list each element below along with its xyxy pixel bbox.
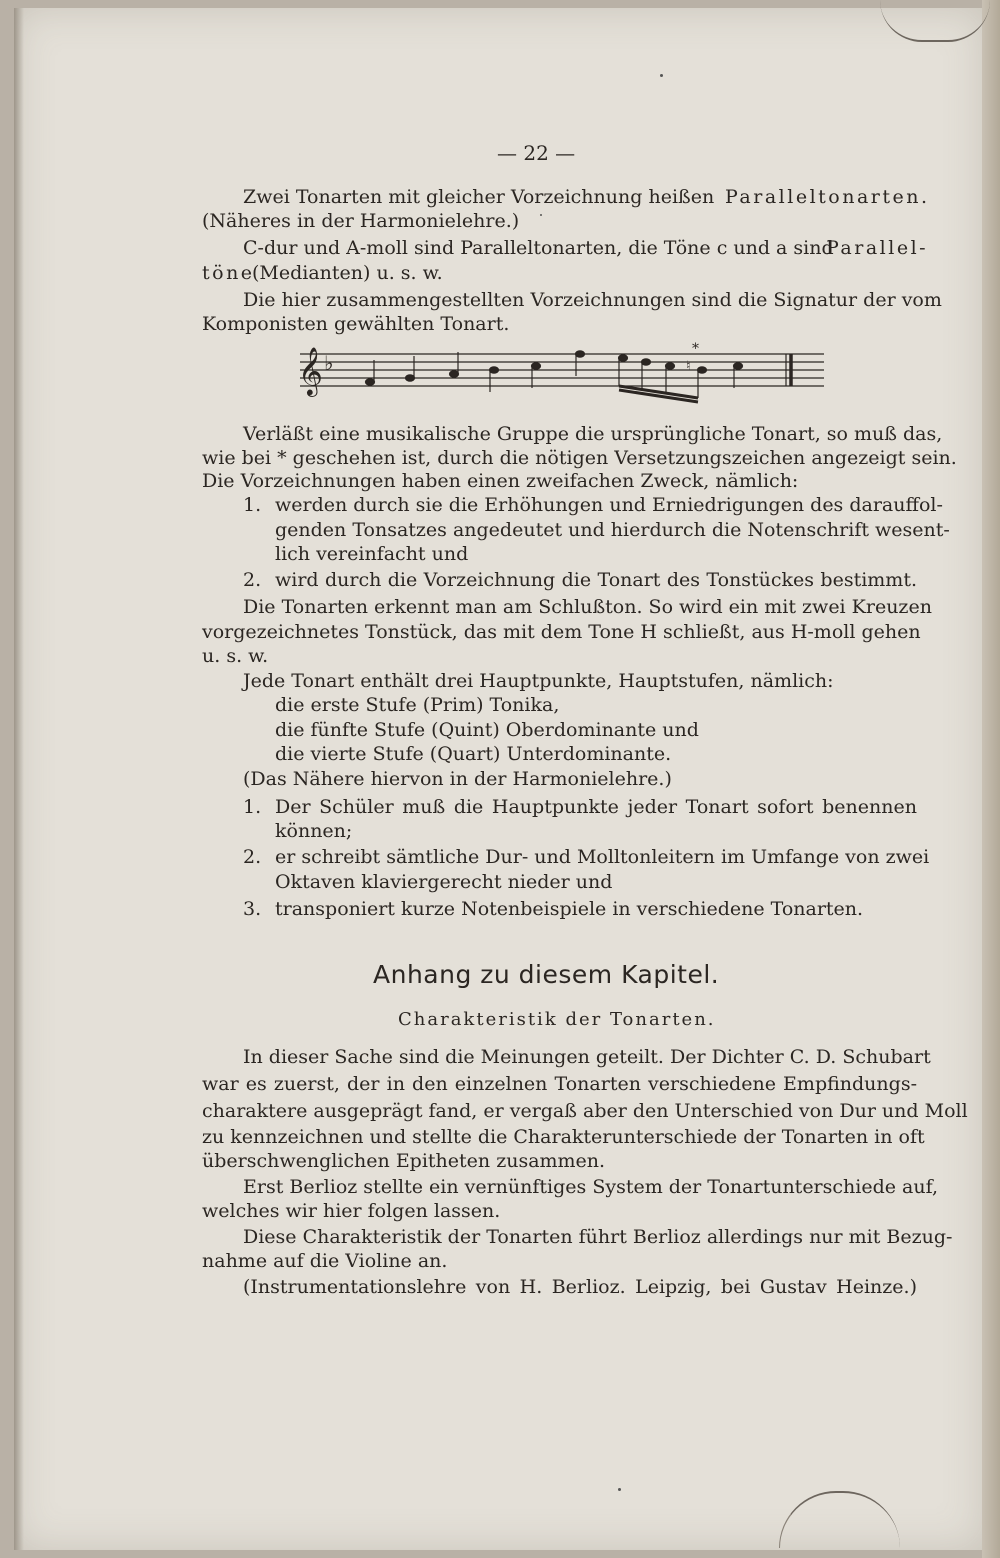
list-number: 1. [243,494,262,516]
list-item-line: wird durch die Vorzeichnung die Tonart des Tonstückes bestimmt. [275,569,917,591]
text-line: überschwenglichen Epitheten zusammen. [202,1150,606,1172]
list-item-line: lich vereinfacht und [275,543,469,565]
list-item-line: werden durch sie die Erhöhungen und Erniedrigungen des darauffol- [275,494,943,516]
text-line: (Instrumentationslehre von H. Berlioz. Leipzig, bei Gustav Heinze.) [243,1276,917,1298]
text-line: Verläßt eine musikalische Gruppe die ursprüngliche Tonart, so muß das, [243,423,943,445]
list-number: 3. [243,898,262,920]
text-line-emphasis: töne [202,262,255,284]
text-line: nahme auf die Violine an. [202,1250,448,1272]
text-line-emphasis: Parallel- [826,237,929,259]
list-item-line: können; [275,820,353,842]
text-line: Die Tonarten erkennt man am Schlußton. So wird ein mit zwei Kreuzen [243,596,932,618]
text-line: die fünfte Stufe (Quint) Oberdominante und [275,719,699,741]
text-line: (Näheres in der Harmonielehre.) [202,210,520,232]
list-item-line: genden Tonsatzes angedeutet und hierdurch die Notenschrift wesent- [275,519,950,541]
text-line: (Medianten) u. s. w. [252,262,443,284]
text-line: Erst Berlioz stellte ein vernünftiges System der Tonartunterschiede auf, [243,1176,938,1198]
text-line: Die Vorzeichnungen haben einen zweifachen Zweck, nämlich: [202,470,799,492]
paper-speck [660,74,663,77]
text-line: vorgezeichnetes Tonstück, das mit dem Tone H schließt, aus H-moll gehen [202,621,921,643]
section-subtitle: Charakteristik der Tonarten. [398,1009,716,1030]
list-item-line: Oktaven klaviergerecht nieder und [275,871,613,893]
text-line-emphasis: Paralleltonarten. [725,186,930,208]
text-line: wie bei * geschehen ist, durch die nötigen Versetzungszeichen angezeigt sein. [202,447,957,469]
text-line: (Das Nähere hiervon in der Harmonielehre.) [243,768,672,790]
list-item-line: er schreibt sämtliche Dur- und Molltonleitern im Umfange von zwei [275,846,930,868]
treble-clef-icon: 𝄞 [298,346,323,395]
paper-speck [540,214,542,216]
text-line: die erste Stufe (Prim) Tonika, [275,694,560,716]
section-title: Anhang zu diesem Kapitel. [373,960,720,989]
text-line: Zwei Tonarten mit gleicher Vorzeichnung heißen [243,186,715,208]
text-line: Komponisten gewählten Tonart. [202,313,510,335]
list-number: 2. [243,846,262,868]
list-item-line: Der Schüler muß die Hauptpunkte jeder Tonart sofort benennen [275,796,917,818]
text-line: die vierte Stufe (Quart) Unterdominante. [275,743,672,765]
text-line: welches wir hier folgen lassen. [202,1200,501,1222]
paper-speck [618,1488,621,1491]
flat-sign-icon: ♭ [324,351,334,375]
spine-shadow [14,8,24,1550]
text-line: war es zuerst, der in den einzelnen Tonarten verschiedene Empfindungs- [202,1073,917,1095]
text-line: In dieser Sache sind die Meinungen geteilt. Der Dichter C. D. Schubart [243,1046,931,1068]
text-line: charaktere ausgeprägt fand, er vergaß aber den Unterschied von Dur und Moll [202,1100,968,1122]
text-line: zu kennzeichnen und stellte die Charakterunterschiede der Tonarten in oft [202,1126,925,1148]
asterisk-mark: * [692,341,699,357]
text-line: Jede Tonart enthält drei Hauptpunkte, Hauptstufen, nämlich: [243,670,834,692]
page-edge [982,0,1000,1558]
page-number: — 22 — [497,141,576,165]
text-line: Diese Charakteristik der Tonarten führt Berlioz allerdings nur mit Bezug- [243,1226,953,1248]
text-line: u. s. w. [202,645,269,667]
text-line: C-dur und A-moll sind Paralleltonarten, die Töne c und a sind [243,237,834,259]
list-item-line: transponiert kurze Notenbeispiele in verschiedene Tonarten. [275,898,864,920]
natural-sign-icon: ♮ [686,359,691,374]
music-staff-example [298,340,828,410]
text-line: Die hier zusammengestellten Vorzeichnungen sind die Signatur der vom [243,289,942,311]
list-number: 1. [243,796,262,818]
list-number: 2. [243,569,262,591]
